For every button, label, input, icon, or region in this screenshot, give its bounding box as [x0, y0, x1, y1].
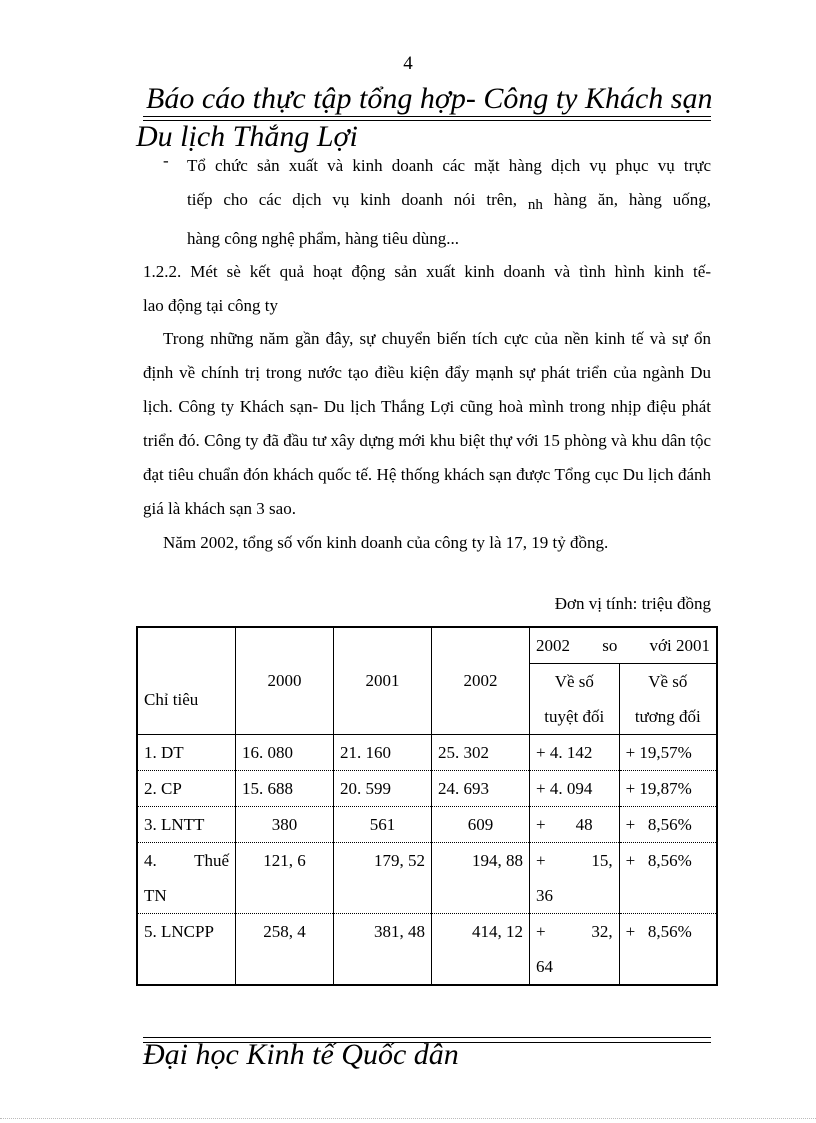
row-label-a: 4.: [144, 851, 157, 870]
header-absolute: [530, 664, 620, 700]
cell-relative: + 8,56%: [619, 843, 717, 914]
section-heading-line-2: lao động tại công ty: [143, 296, 279, 315]
header-2002-text: 2002: [463, 671, 498, 690]
cell-absolute: + 4. 142: [530, 735, 620, 771]
header-compare-line: [536, 628, 710, 663]
header-2002: [432, 627, 530, 735]
cell-absolute-sign: +: [536, 851, 546, 870]
bullet-item: [187, 149, 711, 256]
cell-absolute-value: 32,: [591, 922, 613, 941]
table-row: [137, 807, 717, 843]
cell-2001: 381, 48: [334, 914, 432, 986]
unit-label: Đơn vị tính: triệu đồng: [554, 594, 711, 613]
header-2001-text: 2001: [365, 671, 400, 690]
cell-2000: 15. 688: [236, 771, 334, 807]
bullet-line-2: [187, 183, 711, 222]
row-label-b: Thuế: [194, 851, 229, 870]
table-row: [137, 735, 717, 771]
cell-2001: 179, 52: [334, 843, 432, 914]
bullet-line-1: Tổ chức sản xuất và kinh doanh các mặt hàng dịch vụ phục vụ trực: [187, 156, 711, 175]
page-edge-dotted-line: [0, 1118, 816, 1119]
cell-absolute-sign: +: [536, 815, 546, 834]
cell-2000: 380: [236, 807, 334, 843]
header-compare-a: 2002: [536, 636, 570, 655]
cell-absolute-value: 15,: [591, 851, 613, 870]
header-title-continued: Du lịch Thắng Lợi: [136, 120, 358, 153]
cell-absolute-continued: 36: [536, 886, 553, 905]
header-absolute-2: [530, 699, 620, 735]
bullet-line-2-nh: nh: [527, 197, 543, 213]
bullet-line-3: hàng công nghệ phẩm, hàng tiêu dùng...: [187, 229, 459, 248]
row-label-c: TN: [144, 886, 167, 905]
row-label: 5. LNCPP: [137, 914, 236, 986]
header-2000: [236, 627, 334, 735]
table-row: [137, 771, 717, 807]
header-compare-c: với 2001: [649, 636, 710, 655]
header-title: Báo cáo thực tập tổng hợp- Công ty Khách sạn: [146, 82, 713, 115]
paragraph-capital: Năm 2002, tổng số vốn kinh doanh của công ty là 17, 19 tỷ đồng.: [163, 533, 609, 552]
row-label: 1. DT: [137, 735, 236, 771]
cell-absolute-line: [536, 843, 613, 878]
cell-2001: 20. 599: [334, 771, 432, 807]
cell-absolute: + 4. 094: [530, 771, 620, 807]
header-2001: [334, 627, 432, 735]
section-heading: [143, 255, 711, 323]
cell-relative: + 19,57%: [619, 735, 717, 771]
row-label-line-1: [144, 843, 229, 878]
cell-relative: + 8,56%: [619, 914, 717, 986]
cell-2002: 24. 693: [432, 771, 530, 807]
bullet-dash: -: [163, 151, 169, 170]
cell-absolute-sign: +: [536, 922, 546, 941]
row-label: 2. CP: [137, 771, 236, 807]
header-indicator: [137, 627, 236, 735]
header-relative-2: [619, 699, 717, 735]
cell-2000: 258, 4: [236, 914, 334, 986]
header-compare-b: so: [602, 636, 618, 655]
row-label: [137, 843, 236, 914]
page-number: 4: [403, 53, 413, 74]
paragraph-development: Trong những năm gần đây, sự chuyển biến tích cực của nền kinh tế và sự ổn định về chính trị trong nước tạo điều kiện đẩy mạnh sự phát triển của ngành Du lịch. Công ty Khách sạn- Du lịch Thắng Lợi cũng hoà mình trong nhịp điệu phát triển đó. Công ty đã đầu tư xây dựng mới khu biệt thự với 15 phòng và khu dân tộc đạt tiêu chuẩn đón khách quốc tế. Hệ thống khách sạn được Tổng cục Du lịch đánh giá là khách sạn 3 sao.: [143, 329, 711, 518]
header-absolute-line-1: Về số: [554, 672, 594, 691]
cell-relative: + 19,87%: [619, 771, 717, 807]
cell-2001: 561: [334, 807, 432, 843]
bullet-line-2-b: hàng ăn, hàng uống,: [553, 190, 712, 209]
bullet-line-2-a: tiếp cho các dịch vụ kinh doanh nói trên,: [187, 190, 518, 209]
header-compare: [530, 627, 718, 664]
cell-2001: 21. 160: [334, 735, 432, 771]
section-heading-line-1: 1.2.2. Mét sè kết quả hoạt động sản xuất kinh doanh và tình hình kinh tế-: [143, 262, 711, 281]
cell-2002: 25. 302: [432, 735, 530, 771]
row-label: 3. LNTT: [137, 807, 236, 843]
table-row: [137, 914, 717, 986]
cell-2000: 121, 6: [236, 843, 334, 914]
header-relative: [619, 664, 717, 700]
header-relative-line-1: Về số: [648, 672, 688, 691]
cell-absolute-continued: 64: [536, 957, 553, 976]
cell-2002: 414, 12: [432, 914, 530, 986]
cell-2002: 609: [432, 807, 530, 843]
cell-absolute: [530, 807, 620, 843]
header-indicator-text: Chỉ tiêu: [144, 690, 199, 709]
cell-absolute-line: [536, 914, 613, 949]
header-rule-top: [143, 116, 711, 117]
table-row: [137, 843, 717, 914]
footer-title: Đại học Kinh tế Quốc dân: [143, 1038, 459, 1071]
cell-absolute-value: 48: [575, 815, 593, 834]
cell-absolute-line: [536, 807, 613, 842]
body-paragraphs: [143, 322, 711, 560]
cell-2002: 194, 88: [432, 843, 530, 914]
cell-2000: 16. 080: [236, 735, 334, 771]
header-absolute-line-2: tuyệt đối: [544, 707, 605, 726]
header-relative-line-2: tương đối: [634, 707, 701, 726]
cell-absolute: [530, 843, 620, 914]
results-table: [136, 626, 718, 986]
header-2000-text: 2000: [267, 671, 302, 690]
cell-absolute: [530, 914, 620, 986]
cell-relative: + 8,56%: [619, 807, 717, 843]
